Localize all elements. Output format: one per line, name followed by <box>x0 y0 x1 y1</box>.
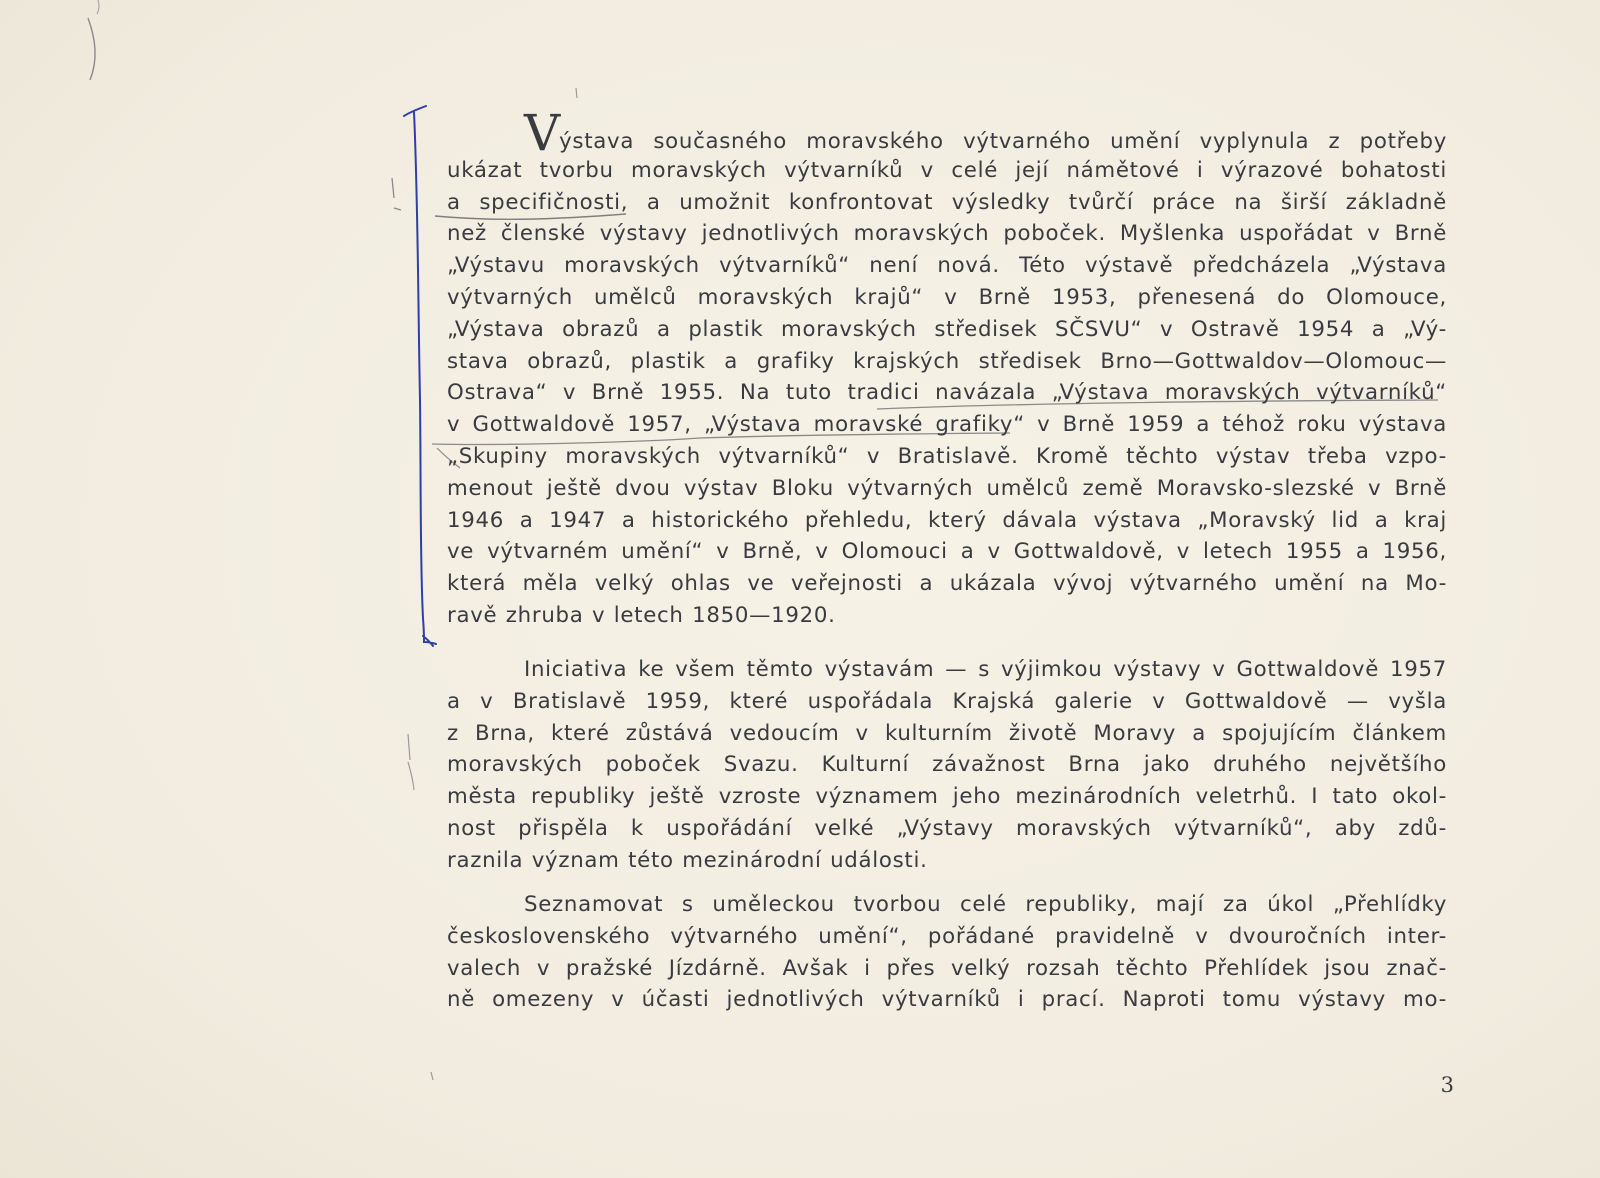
pencil-mark-corner <box>88 18 95 80</box>
pencil-tick-5 <box>431 1072 433 1080</box>
paragraph-1 <box>447 104 1447 632</box>
text-line: 1946 a 1947 a historického přehledu, který dávala výstava „Moravský lid a kraj <box>447 507 1447 533</box>
pencil-tick-2 <box>394 208 401 210</box>
pencil-tick-1 <box>392 178 394 198</box>
pencil-mark-small <box>576 88 577 98</box>
text-line: valech v pražské Jízdárně. Avšak i přes velký rozsah těchto Přehlídek jsou znač- <box>447 955 1447 981</box>
text-line: než členské výstavy jednotlivých moravských poboček. Myšlenka uspořádat v Brně <box>447 221 1447 247</box>
text-line: československého výtvarného umění“, pořádané pravidelně v dvouročních inter- <box>447 923 1447 949</box>
text-line: Výstava současného moravského výtvarného umění vyplynula z potřeby <box>524 104 1447 162</box>
text-line: raznila význam této mezinárodní události. <box>447 847 928 873</box>
text-line: ve výtvarném umění“ v Brně, v Olomouci a v Gottwaldově, v letech 1955 a 1956, <box>447 539 1447 565</box>
paragraph-2 <box>447 654 1447 877</box>
pencil-tick-4 <box>408 762 414 790</box>
text-line: ukázat tvorbu moravských výtvarníků v celé její námětové i výrazové bohatosti <box>447 157 1447 183</box>
text-line: ně omezeny v účasti jednotlivých výtvarníků i prací. Naproti tomu výstavy mo- <box>447 987 1447 1013</box>
text-line: která měla velký ohlas ve veřejnosti a ukázala vývoj výtvarného umění na Mo- <box>447 571 1447 597</box>
text-line: a v Bratislavě 1959, které uspořádala Krajská galerie v Gottwaldově — vyšla <box>447 688 1447 714</box>
text-line: města republiky ještě vzroste významem jeho mezinárodních veletrhů. I tato okol- <box>447 784 1447 810</box>
text-line: v Gottwaldově 1957, „Výstava moravské grafiky“ v Brně 1959 a téhož roku výstava <box>447 412 1447 438</box>
text-line: menout ještě dvou výstav Bloku výtvarných umělců země Moravsko-slezské v Brně <box>447 475 1447 501</box>
blue-ink-bracket <box>404 106 436 646</box>
text-line: „Skupiny moravských výtvarníků“ v Bratislavě. Kromě těchto výstav třeba vzpo- <box>447 443 1447 469</box>
text-line: z Brna, které zůstává vedoucím v kulturním životě Moravy a spojujícím článkem <box>447 720 1447 746</box>
drop-cap-letter: V <box>524 104 559 162</box>
pencil-mark-corner-2 <box>97 0 99 14</box>
text-line: „Výstavu moravských výtvarníků“ není nová. Této výstavě předcházela „Výstava <box>447 253 1447 279</box>
paragraph-3 <box>447 889 1447 1016</box>
text-line: „Výstava obrazů a plastik moravských středisek SČSVU“ v Ostravě 1954 a „Vý- <box>447 316 1447 342</box>
text-line: stava obrazů, plastik a grafiky krajských středisek Brno—Gottwaldov—Olomouc— <box>447 348 1447 374</box>
text-line: Ostrava“ v Brně 1955. Na tuto tradici navázala „Výstava moravských výtvarníků“ <box>447 380 1447 406</box>
text-line: a specifičnosti, a umožnit konfrontovat výsledky tvůrčí práce na širší základně <box>447 189 1447 215</box>
text-line: nost přispěla k uspořádání velké „Výstavy moravských výtvarníků“, aby zdů- <box>447 815 1447 841</box>
pencil-tick-3 <box>408 734 410 760</box>
text-line: Iniciativa ke všem těmto výstavám — s výjimkou výstavy v Gottwaldově 1957 <box>524 657 1447 682</box>
text-line: výtvarných umělců moravských krajů“ v Brně 1953, přenesená do Olomouce, <box>447 284 1447 310</box>
text-line: moravských poboček Svazu. Kulturní závažnost Brna jako druhého největšího <box>447 752 1447 778</box>
text-line: ravě zhruba v letech 1850—1920. <box>447 602 836 628</box>
page-number: 3 <box>1440 1073 1454 1097</box>
text-line: Seznamovat s uměleckou tvorbou celé republiky, mají za úkol „Přehlídky <box>524 892 1447 917</box>
